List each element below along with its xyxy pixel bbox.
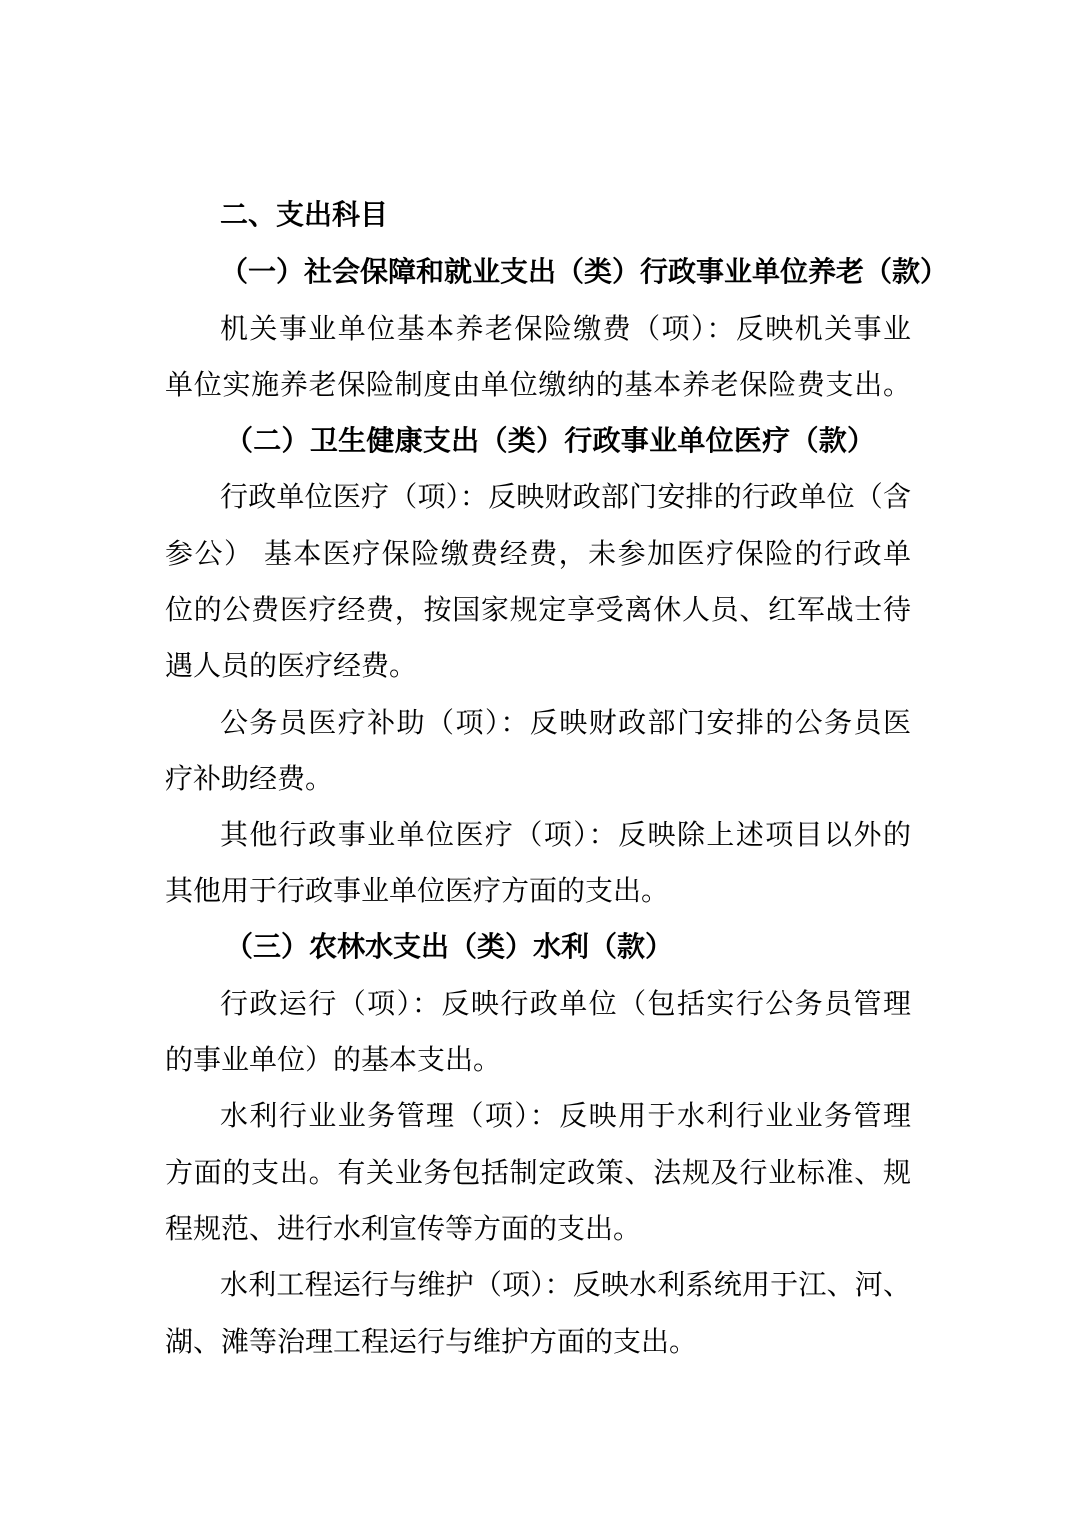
paragraph-line: 程规范、进行水利宣传等方面的支出。 <box>165 1212 642 1245</box>
paragraph-line: 其他用于行政事业单位医疗方面的支出。 <box>165 874 670 907</box>
paragraph-line: 湖、滩等治理工程运行与维护方面的支出。 <box>165 1325 698 1358</box>
paragraph-line: 的事业单位）的基本支出。 <box>165 1043 502 1076</box>
section-title: 二、支出科目 <box>220 198 389 231</box>
paragraph-line: 遇人员的医疗经费。 <box>165 649 418 682</box>
paragraph-line: 位的公费医疗经费，按国家规定享受离休人员、红军战士待 <box>165 593 911 626</box>
paragraph-line: 机关事业单位基本养老保险缴费（项）：反映机关事业 <box>220 312 911 345</box>
subsection-heading-3: （三）农林水支出（类）水利（款） <box>225 930 674 963</box>
paragraph-line: 水利行业业务管理（项）：反映用于水利行业业务管理 <box>220 1099 911 1132</box>
subsection-heading-2: （二）卫生健康支出（类）行政事业单位医疗（款） <box>225 424 875 457</box>
paragraph-line: 公务员医疗补助（项）：反映财政部门安排的公务员医 <box>220 706 911 739</box>
paragraph-line: 行政单位医疗（项）：反映财政部门安排的行政单位（含 <box>220 480 911 513</box>
paragraph-line: 水利工程运行与维护（项）：反映水利系统用于江、河、 <box>220 1268 911 1301</box>
paragraph-line: 单位实施养老保险制度由单位缴纳的基本养老保险费支出。 <box>165 368 911 401</box>
paragraph-line: 参公） 基本医疗保险缴费经费，未参加医疗保险的行政单 <box>165 537 911 570</box>
paragraph-line: 行政运行（项）：反映行政单位（包括实行公务员管理 <box>220 987 911 1020</box>
paragraph-line: 其他行政事业单位医疗（项）：反映除上述项目以外的 <box>220 818 911 851</box>
paragraph-line: 方面的支出。有关业务包括制定政策、法规及行业标准、规 <box>165 1156 911 1189</box>
paragraph-line: 疗补助经费。 <box>165 762 334 795</box>
subsection-heading-1: （一）社会保障和就业支出（类）行政事业单位养老（款） <box>220 255 949 288</box>
